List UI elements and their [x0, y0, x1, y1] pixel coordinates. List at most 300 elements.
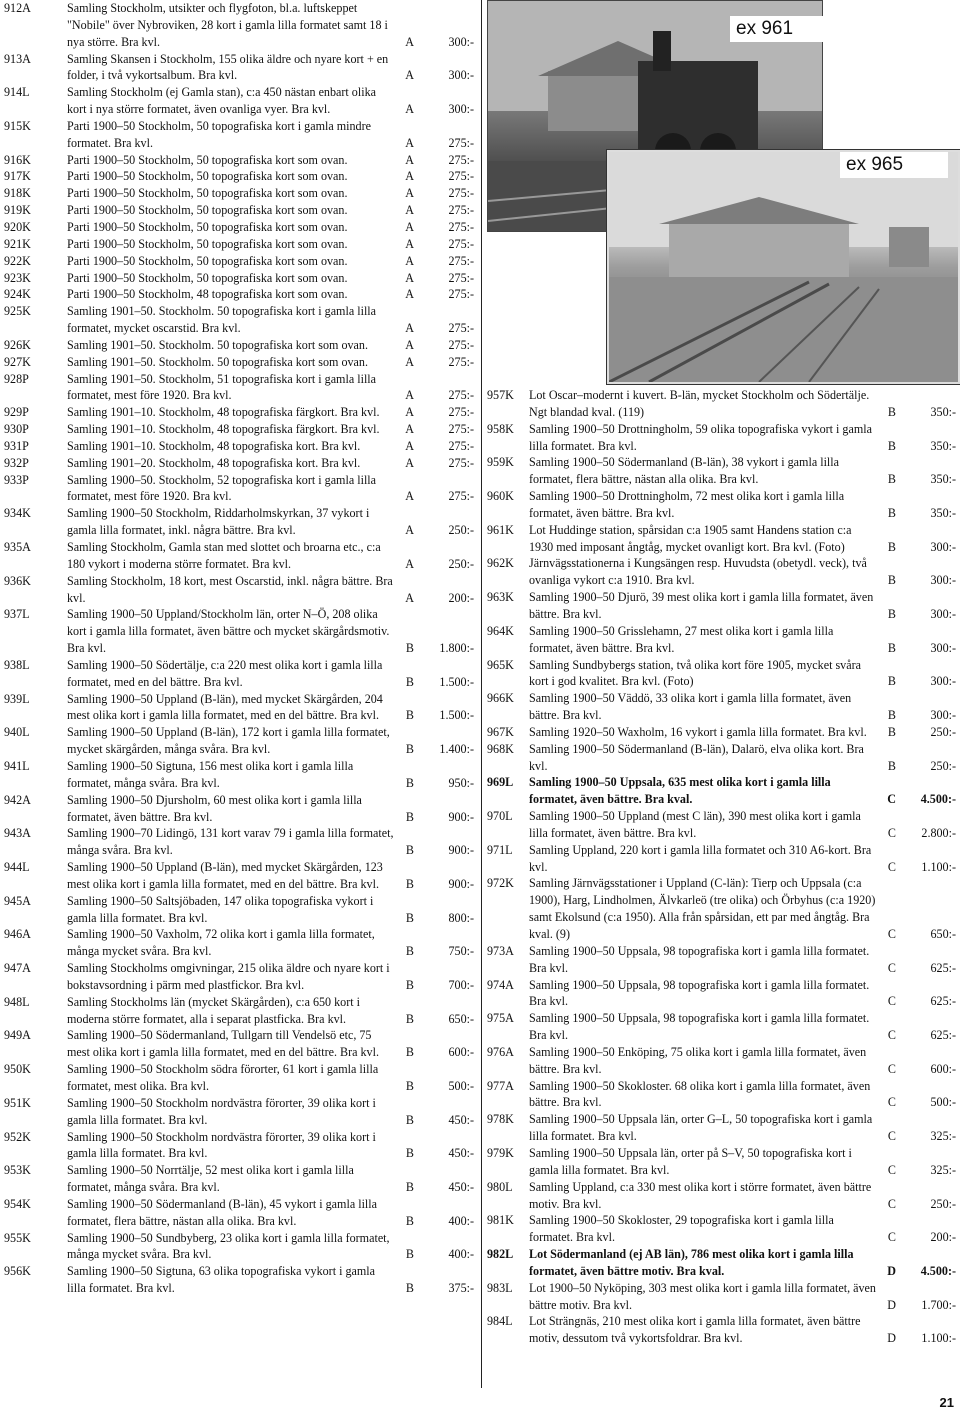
lot-description: Samling 1901–10. Stockholm, 48 topografiska färgkort. Bra kvl.	[67, 405, 380, 420]
lot-class: C	[887, 994, 896, 1009]
lot-number: 942A	[4, 792, 31, 807]
lot-number: 958K	[487, 421, 514, 436]
lot-class: A	[405, 169, 414, 184]
lot-class: D	[887, 1297, 896, 1312]
lot-class: B	[405, 1011, 414, 1026]
lot-number: 957K	[487, 388, 514, 402]
lot-number: 959K	[487, 455, 514, 470]
left-lot-column	[4, 0, 474, 1297]
lot-entry	[4, 118, 474, 152]
lot-number: 940L	[4, 725, 30, 740]
lot-entry	[4, 792, 474, 826]
lot-class: C	[887, 1095, 896, 1110]
lot-price: 250:-	[930, 724, 956, 739]
lot-price: 900:-	[448, 876, 474, 891]
lot-description: Samling 1900–50 Djurö, 39 mest olika kort i gamla lilla formatet, även bättre. Bra kvl.	[529, 590, 874, 621]
lot-description: Samling 1900–50 Sigtuna, 63 olika topografiska vykort i gamla lilla formatet. Bra kvl.	[67, 1264, 376, 1296]
lot-class: B	[405, 1213, 414, 1228]
lot-description: Samling 1900–50 Uppsala, 98 topografiska kort i gamla lilla formatet. Bra kvl.	[529, 977, 870, 1009]
lot-price: 250:-	[930, 758, 956, 773]
lot-description: Lot Oscar–modernt i kuvert. B-län, mycket Stockholm och Södertälje. Ngt blandad kval. (119)	[529, 388, 870, 419]
lot-class: B	[405, 641, 414, 656]
lot-price: 300:-	[930, 539, 956, 554]
lot-price: 450:-	[448, 1146, 474, 1161]
lot-description: Parti 1900–50 Stockholm, 50 topografiska kort i gamla mindre formatet. Bra kvl.	[67, 118, 371, 150]
lot-entry	[4, 455, 474, 472]
lot-class: B	[405, 1112, 414, 1127]
lot-class: A	[405, 321, 414, 336]
lot-description: Samling Stockholm, Gamla stan med slottet och broarna etc., c:a 180 vykort i moderna större formatet. Bra kvl.	[67, 540, 381, 571]
lot-class: B	[405, 944, 414, 959]
lot-number: 944L	[4, 860, 30, 875]
lot-description: Samling 1900–50 Uppland (mest C län), 390 mest olika kort i gamla lilla formatet, även bättre. Bra kvl.	[529, 809, 861, 840]
lot-class: B	[405, 910, 414, 925]
lot-description: Samling 1900–50 Södertälje, c:a 220 mest olika kort i gamla lilla formatet, med en del bättre. Bra kvl.	[67, 657, 383, 689]
lot-price: 800:-	[448, 910, 474, 925]
lot-price: 350:-	[930, 505, 956, 520]
lot-entry	[4, 219, 474, 236]
lot-entry	[4, 84, 474, 118]
lot-class: A	[405, 68, 414, 83]
lot-class: A	[405, 236, 414, 251]
lot-class: C	[887, 1230, 896, 1245]
lot-class: B	[887, 606, 896, 621]
lot-number: 947A	[4, 961, 31, 976]
lot-entry	[4, 270, 474, 287]
lot-price: 275:-	[448, 270, 474, 285]
lot-price: 1.500:-	[439, 708, 474, 723]
lot-price: 300:-	[930, 708, 956, 723]
lot-description: Samling 1901–10. Stockholm, 48 topografiska kort. Bra kvl.	[67, 438, 361, 453]
lot-entry	[487, 1111, 956, 1145]
lot-entry	[4, 354, 474, 371]
lot-entry	[487, 943, 956, 977]
lot-entry	[4, 168, 474, 185]
lot-class: A	[405, 337, 414, 352]
lot-description: Samling 1900–50 Uppland (B-län), med mycket Skärgården, 204 mest olika kort i gamla lilla formatet, med en del bättre. Bra kvl.	[67, 691, 383, 723]
lot-entry	[4, 51, 474, 85]
lot-entry	[4, 286, 474, 303]
lot-entry	[487, 1078, 956, 1112]
lot-class: A	[405, 556, 414, 571]
lot-class: A	[405, 270, 414, 285]
lot-description: Parti 1900–50 Stockholm, 50 topografiska kort som ovan.	[67, 186, 348, 201]
lot-entry	[4, 438, 474, 455]
lot-price: 1.800:-	[439, 641, 474, 656]
lot-description: Samling 1900–50 Skokloster. 68 olika kort i gamla lilla formatet, även bättre. Bra kvl.	[529, 1078, 871, 1110]
lot-description: Samling Stockholm, utsikter och flygfoton, bl.a. luftskeppet "Nobile" över Nybroviken, 28 kort i gamla lilla formatet samt 18 i nya större. Bra kvl.	[67, 1, 388, 49]
lot-description: Samling Järnvägsstationer i Uppland (C-län): Tierp och Uppsala (c:a 1900), Harg, Lindholmen, Älvkarleö (tre olika) och Örbyhus (c:a 1920) samt Ekolsund (c:a 1950). Alla från spårsidan, ett par med ångtåg. Bra kval. (9)	[529, 876, 876, 941]
lot-number: 972K	[487, 876, 514, 891]
lot-class: A	[405, 253, 414, 268]
lot-class: B	[405, 742, 414, 757]
lot-entry	[487, 842, 956, 876]
lot-class: C	[887, 1129, 896, 1144]
lot-class: B	[405, 674, 414, 689]
lot-price: 600:-	[448, 1045, 474, 1060]
lot-description: Lot Strängnäs, 210 mest olika kort i gamla lilla formatet, även bättre motiv, dessutom två vykortsfoldrar. Bra kvl.	[529, 1314, 861, 1346]
lot-entry	[4, 472, 474, 506]
lot-number: 932P	[4, 455, 29, 470]
lot-price: 275:-	[448, 388, 474, 403]
lot-number: 949A	[4, 1028, 31, 1043]
railway-platform-photo-icon	[609, 152, 958, 382]
lot-description: Samling 1900–50 Uppsala län, orter G–L, 50 topografiska kort i gamla lilla formatet. Bra kvl.	[529, 1112, 873, 1144]
lot-price: 400:-	[448, 1213, 474, 1228]
lot-price: 400:-	[448, 1247, 474, 1262]
lot-price: 250:-	[448, 523, 474, 538]
lot-price: 1.700:-	[921, 1297, 956, 1312]
lot-number: 974A	[487, 977, 514, 992]
lot-class: C	[887, 1028, 896, 1043]
lot-price: 300:-	[448, 34, 474, 49]
lot-description: Samling 1900–50 Södermanland (B-län), 38 vykort i gamla lilla formatet, flera bättre, nästan alla olika. Bra kvl.	[529, 455, 840, 487]
lot-description: Parti 1900–50 Stockholm, 50 topografiska kort som ovan.	[67, 253, 348, 268]
lot-number: 916K	[4, 152, 31, 167]
lot-description: Parti 1900–50 Stockholm, 48 topografiska kort som ovan.	[67, 287, 348, 302]
lot-entry	[4, 1129, 474, 1163]
lot-entry	[487, 387, 956, 421]
lot-description: Samling Uppland, c:a 330 mest olika kort i större formatet, även bättre motiv. Bra kvl.	[529, 1179, 872, 1211]
lot-number: 930P	[4, 422, 29, 437]
lot-description: Samling 1900–50 Södermanland (B-län), Dalarö, elva olika kort. Bra kvl.	[529, 741, 864, 773]
lot-number: 950K	[4, 1062, 31, 1077]
lot-description: Parti 1900–50 Stockholm, 50 topografiska kort som ovan.	[67, 236, 348, 251]
lot-class: C	[887, 960, 896, 975]
lot-entry	[487, 1044, 956, 1078]
lot-number: 982L	[487, 1247, 514, 1262]
lot-class: C	[887, 1196, 896, 1211]
lot-price: 275:-	[448, 135, 474, 150]
lot-number: 943A	[4, 826, 31, 841]
lot-entry	[4, 539, 474, 573]
lot-price: 200:-	[930, 1230, 956, 1245]
lot-description: Samling 1900–50 Uppsala, 98 topografiska kort i gamla lilla formatet. Bra kvl.	[529, 1011, 870, 1043]
lot-number: 952K	[4, 1129, 31, 1144]
lot-description: Samling 1900–50 Uppland (B-län), 172 kort i gamla lilla formatet, mycket skärgården, många svåra. Bra kvl.	[67, 725, 390, 757]
lot-price: 1.100:-	[921, 859, 956, 874]
lot-class: C	[887, 1061, 896, 1076]
lot-number: 961K	[487, 522, 514, 537]
lot-description: Samling 1900–50 Väddö, 33 olika kort i gamla lilla formatet, även bättre. Bra kvl.	[529, 691, 852, 723]
lot-entry	[4, 253, 474, 270]
lot-price: 250:-	[448, 556, 474, 571]
lot-number: 980L	[487, 1179, 513, 1194]
lot-price: 625:-	[930, 960, 956, 975]
lot-price: 350:-	[930, 472, 956, 487]
lot-price: 300:-	[930, 674, 956, 689]
lot-entry	[4, 371, 474, 405]
lot-entry	[487, 1246, 956, 1280]
lot-number: 981K	[487, 1213, 514, 1228]
lot-class: A	[405, 489, 414, 504]
lot-class: A	[405, 135, 414, 150]
lot-number: 977A	[487, 1078, 514, 1093]
lot-description: Parti 1900–50 Stockholm, 50 topografiska kort som ovan.	[67, 152, 348, 167]
lot-class: A	[405, 354, 414, 369]
lot-number: 953K	[4, 1163, 31, 1178]
lot-number: 960K	[487, 489, 514, 504]
photo-ex-965	[607, 150, 960, 384]
lot-class: B	[405, 775, 414, 790]
lot-class: B	[887, 505, 896, 520]
lot-entry	[487, 977, 956, 1011]
lot-description: Samling Sundbybergs station, två olika kort före 1905, mycket svåra kort i god kvalitet. Bra kvl. (Foto)	[529, 657, 861, 689]
lot-number: 945A	[4, 893, 31, 908]
lot-class: B	[405, 843, 414, 858]
lot-price: 650:-	[930, 927, 956, 941]
lot-number: 975A	[487, 1011, 514, 1026]
lot-number: 919K	[4, 203, 31, 218]
lot-number: 956K	[4, 1264, 31, 1279]
photo-label-961: ex 961	[730, 16, 832, 42]
lot-description: Samling 1900–50 Drottningholm, 59 olika topografiska vykort i gamla lilla formatet. Bra kvl.	[529, 421, 872, 453]
lot-entry	[4, 859, 474, 893]
lot-number: 946A	[4, 927, 31, 942]
lot-price: 275:-	[448, 169, 474, 184]
lot-price: 900:-	[448, 843, 474, 858]
lot-description: Parti 1900–50 Stockholm, 50 topografiska kort som ovan.	[67, 169, 348, 184]
lot-number: 923K	[4, 270, 31, 285]
lot-entry	[4, 994, 474, 1028]
lot-price: 275:-	[448, 236, 474, 251]
lot-entry	[4, 1263, 474, 1297]
lot-description: Samling 1900–50 Stockholm, Riddarholmskyrkan, 37 vykort i gamla lilla formatet, inkl. några bättre. Bra kvl.	[67, 506, 370, 538]
lot-class: B	[405, 708, 414, 723]
lot-number: 965K	[487, 657, 514, 672]
lot-price: 325:-	[930, 1162, 956, 1177]
lot-description: Lot Södermanland (ej AB län), 786 mest olika kort i gamla lilla formatet, även bättre motiv. Bra kval.	[529, 1247, 854, 1278]
lot-entry	[4, 1061, 474, 1095]
lot-price: 275:-	[448, 489, 474, 504]
lot-entry	[487, 774, 956, 808]
lot-number: 969L	[487, 775, 514, 790]
lot-price: 4.500:-	[920, 1263, 956, 1278]
lot-description: Samling 1900–50 Uppland/Stockholm län, orter N–Ö, 208 olika kort i gamla lilla formatet, även bättre och mycket skärgårdsmotiv. Bra kvl.	[67, 607, 390, 656]
lot-price: 275:-	[448, 152, 474, 167]
lot-price: 625:-	[930, 1028, 956, 1043]
photo-label-965: ex 965	[840, 152, 948, 178]
lot-class: B	[887, 708, 896, 723]
lot-entry	[4, 505, 474, 539]
lot-class: B	[405, 1045, 414, 1060]
lot-price: 600:-	[930, 1061, 956, 1076]
lot-description: Samling Uppland, 220 kort i gamla lilla formatet och 310 A6-kort. Bra kvl.	[529, 842, 872, 874]
lot-number: 983L	[487, 1280, 513, 1295]
lot-description: Samling 1901–50. Stockholm. 50 topografiska kort som ovan.	[67, 354, 368, 369]
lot-price: 300:-	[448, 68, 474, 83]
lot-entry	[487, 589, 956, 623]
lot-number: 935A	[4, 540, 31, 554]
lot-class: B	[405, 1079, 414, 1093]
page-number: 21	[939, 1395, 954, 1410]
lot-description: Samling Stockholm, 18 kort, mest Oscarstid, inkl. några bättre. Bra kvl.	[67, 573, 393, 605]
lot-class: A	[405, 388, 414, 403]
lot-class: B	[887, 674, 896, 689]
lot-entry	[4, 152, 474, 169]
lot-number: 937L	[4, 607, 30, 622]
lot-entry	[4, 1162, 474, 1196]
lot-entry	[487, 1010, 956, 1044]
lot-price: 275:-	[448, 405, 474, 420]
lot-number: 914L	[4, 85, 30, 100]
lot-description: Parti 1900–50 Stockholm, 50 topografiska kort som ovan.	[67, 203, 348, 218]
lot-number: 973A	[487, 943, 514, 958]
lot-description: Samling 1900–50 Södermanland (B-län), 45 vykort i gamla lilla formatet, flera bättre, nästan alla olika. Bra kvl.	[67, 1196, 378, 1228]
lot-number: 936K	[4, 573, 31, 588]
lot-class: A	[405, 34, 414, 49]
lot-description: Järnvägsstationerna i Kungsängen resp. Huvudsta (obetydl. veck), två ovanliga vykort c:a 1910. Bra kvl.	[529, 556, 867, 588]
lot-number: 917K	[4, 169, 31, 184]
lot-description: Parti 1900–50 Stockholm, 50 topografiska kort som ovan.	[67, 270, 348, 285]
lot-entry	[487, 1212, 956, 1246]
lot-entry	[487, 657, 956, 691]
lot-number: 955K	[4, 1230, 31, 1245]
lot-class: B	[405, 977, 414, 992]
lot-price: 350:-	[930, 438, 956, 453]
lot-number: 918K	[4, 186, 31, 201]
lot-description: Samling 1900–50 Sigtuna, 156 mest olika kort i gamla lilla formatet, många svåra. Bra kvl.	[67, 758, 354, 790]
lot-class: B	[887, 539, 896, 554]
lot-number: 968K	[487, 741, 514, 756]
lot-description: Samling Skansen i Stockholm, 155 olika äldre och nyare kort + en folder, i två vykortsalbum. Bra kvl.	[67, 51, 389, 83]
lot-entry	[487, 522, 956, 556]
lot-number: 979K	[487, 1145, 514, 1160]
lot-price: 950:-	[448, 775, 474, 790]
lot-price: 500:-	[930, 1095, 956, 1110]
lot-number: 938L	[4, 657, 30, 672]
lot-class: C	[887, 859, 896, 874]
lot-class: A	[405, 422, 414, 437]
lot-price: 1.100:-	[921, 1331, 956, 1346]
lot-number: 915K	[4, 118, 31, 133]
lot-number: 962K	[487, 556, 514, 571]
lot-description: Samling 1900–50 Vaxholm, 72 olika kort i gamla lilla formatet, många mycket svåra. Bra kvl.	[67, 927, 375, 959]
lot-entry	[487, 454, 956, 488]
lot-description: Samling 1900–50 Grisslehamn, 27 mest olika kort i gamla lilla formatet, även bättre. Bra kvl.	[529, 623, 834, 655]
lot-price: 300:-	[930, 573, 956, 588]
lot-price: 275:-	[448, 321, 474, 336]
lot-number: 951K	[4, 1095, 31, 1110]
lot-number: 912A	[4, 1, 31, 15]
lot-entry	[487, 875, 956, 942]
lot-price: 700:-	[448, 977, 474, 992]
lot-price: 300:-	[930, 640, 956, 655]
lot-entry	[487, 1145, 956, 1179]
lot-number: 963K	[487, 590, 514, 605]
lot-class: C	[887, 825, 896, 840]
lot-number: 964K	[487, 623, 514, 638]
lot-entry	[4, 236, 474, 253]
column-divider	[481, 0, 482, 1388]
lot-description: Lot Huddinge station, spårsidan c:a 1905 samt Handens station c:a 1930 med imposant ångtåg, mycket ovanligt kort. Bra kvl. (Foto)	[529, 522, 852, 554]
lot-price: 275:-	[448, 203, 474, 218]
lot-number: 967K	[487, 724, 514, 739]
lot-number: 984L	[487, 1314, 513, 1329]
lot-price: 275:-	[448, 253, 474, 268]
lot-number: 939L	[4, 691, 30, 706]
lot-number: 913A	[4, 51, 31, 66]
lot-description: Samling 1900–50 Uppsala län, orter på S–V, 50 topografiska kort i gamla lilla formatet. Bra kvl.	[529, 1145, 852, 1177]
lot-price: 275:-	[448, 186, 474, 201]
lot-class: B	[887, 724, 896, 739]
lot-number: 934K	[4, 506, 31, 521]
lot-price: 300:-	[930, 606, 956, 621]
lot-entry	[487, 1179, 956, 1213]
lot-class: B	[405, 1281, 414, 1296]
lot-number: 954K	[4, 1196, 31, 1211]
lot-number: 931P	[4, 438, 29, 453]
lot-price: 275:-	[448, 219, 474, 234]
lot-description: Samling 1900–50. Stockholm, 52 topografiska kort i gamla lilla formatet, mest före 1920. Bra kvl.	[67, 472, 377, 504]
lot-price: 300:-	[448, 102, 474, 117]
lot-entry	[4, 421, 474, 438]
lot-number: 976A	[487, 1044, 514, 1059]
lot-class: A	[405, 287, 414, 302]
lot-entry	[4, 724, 474, 758]
lot-price: 450:-	[448, 1112, 474, 1127]
lot-entry	[487, 1280, 956, 1314]
lot-number: 921K	[4, 236, 31, 251]
lot-price: 900:-	[448, 809, 474, 824]
lot-class: D	[887, 1263, 896, 1278]
lot-description: Samling 1900–50 Uppsala, 635 mest olika kort i gamla lilla formatet, även bättre. Bra kval.	[529, 775, 831, 807]
lot-entry	[4, 960, 474, 994]
lot-description: Lot 1900–50 Nyköping, 303 mest olika kort i gamla lilla formatet, även bättre motiv. Bra kvl.	[529, 1280, 876, 1312]
lot-price: 500:-	[448, 1079, 474, 1093]
lot-number: 926K	[4, 337, 31, 352]
lot-price: 275:-	[448, 455, 474, 470]
lot-number: 920K	[4, 219, 31, 234]
lot-class: B	[405, 809, 414, 824]
lot-entry	[4, 606, 474, 657]
lot-entry	[4, 691, 474, 725]
lot-description: Samling 1901–50. Stockholm. 50 topografiska kort i gamla lilla formatet, mycket oscarstid. Bra kvl.	[67, 304, 377, 336]
lot-entry	[4, 573, 474, 607]
lot-number: 970L	[487, 809, 513, 824]
lot-class: A	[405, 186, 414, 201]
lot-price: 375:-	[448, 1281, 474, 1296]
lot-entry	[4, 926, 474, 960]
lot-entry	[4, 404, 474, 421]
lot-entry	[4, 202, 474, 219]
lot-description: Samling Stockholm (ej Gamla stan), c:a 450 nästan enbart olika kort i nya större formatet, även ovanliga vyer. Bra kvl.	[67, 85, 376, 117]
lot-class: C	[887, 927, 896, 941]
lot-price: 350:-	[930, 404, 956, 419]
lot-entry	[487, 690, 956, 724]
lot-price: 275:-	[448, 287, 474, 302]
lot-number: 933P	[4, 472, 29, 487]
lot-entry	[4, 1095, 474, 1129]
lot-description: Samling Stockholms län (mycket Skärgården), c:a 650 kort i moderna större formatet, alla i separat plastficka. Bra kvl.	[67, 994, 360, 1026]
lot-class: A	[405, 219, 414, 234]
lot-description: Samling 1900–50 Drottningholm, 72 mest olika kort i gamla lilla formatet, även bättre. Bra kvl.	[529, 489, 845, 520]
lot-class: B	[887, 758, 896, 773]
lot-price: 1.500:-	[439, 674, 474, 689]
lot-class: B	[887, 438, 896, 453]
lot-price: 750:-	[448, 944, 474, 959]
lot-class: C	[887, 792, 896, 807]
lot-entry	[4, 1230, 474, 1264]
lot-entry	[487, 808, 956, 842]
lot-number: 929P	[4, 405, 29, 420]
lot-entry	[487, 741, 956, 775]
lot-entry	[4, 1196, 474, 1230]
lot-entry	[4, 657, 474, 691]
lot-description: Samling Stockholms omgivningar, 215 olika äldre och nyare kort i bokstavsordning i pärm med plastfickor. Bra kvl.	[67, 961, 390, 992]
lot-number: 941L	[4, 758, 30, 773]
lot-entry	[4, 337, 474, 354]
